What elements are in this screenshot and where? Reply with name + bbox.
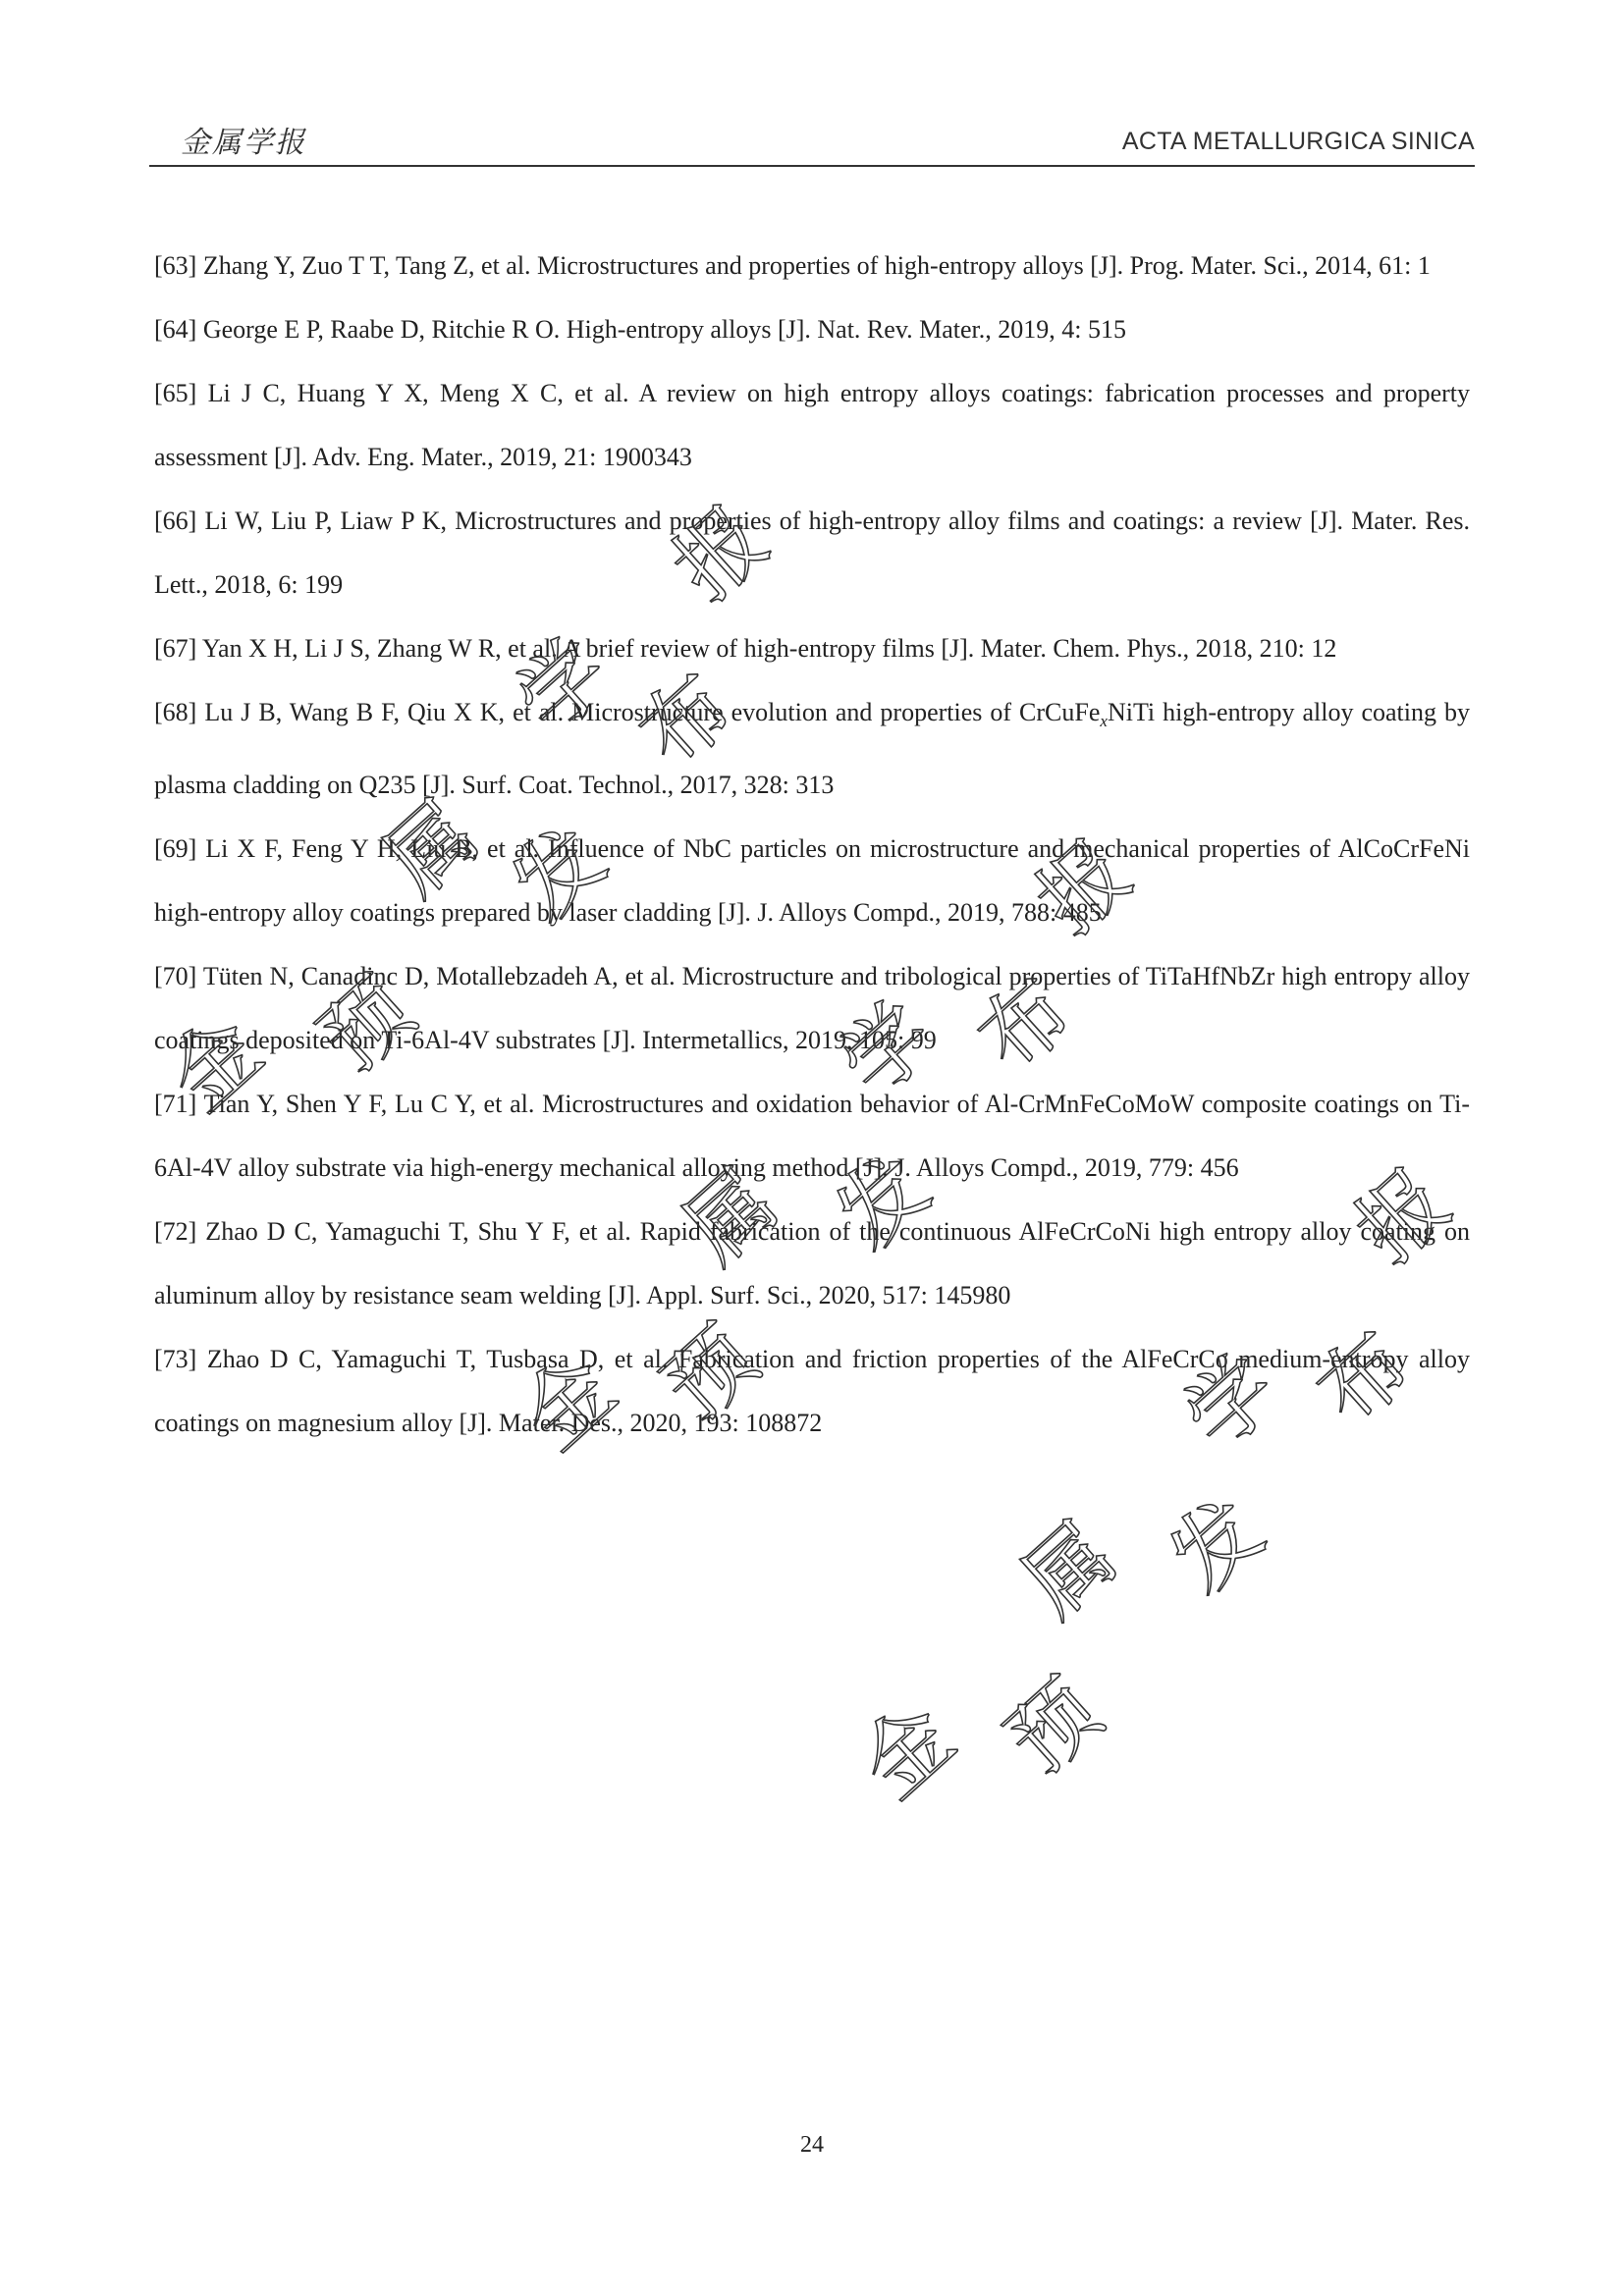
- reference-item: [63] Zhang Y, Zuo T T, Tang Z, et al. Microstructures and properties of high-entropy alloys [J]. Prog. Mater. Sci., 2014, 61: 1: [154, 251, 1431, 280]
- watermark-char: 布: [620, 653, 752, 787]
- watermark-char: 学: [821, 982, 953, 1116]
- watermark-char: 发: [1150, 1477, 1282, 1612]
- reference-item: [66] Li W, Liu P, Liaw P K, Microstructures and properties of high-entropy alloy films and coatings: a review [J]. Mater. Res. Lett., 2018, 6: 199: [154, 507, 1470, 599]
- watermark-char: 报: [654, 486, 786, 620]
- watermark-char: 金: [148, 996, 281, 1131]
- watermark-char: 发: [816, 1134, 948, 1268]
- watermark-char: 预: [300, 957, 433, 1092]
- reference-item: [71] Tian Y, Shen Y F, Lu C Y, et al. Microstructures and oxidation behavior of Al-CrMnFeCoMoW composite coatings on Ti-6Al-4V alloy substrate via high-energy mechanical alloying method [J]. J. Alloys Compd., 2019, 779: 456: [154, 1090, 1470, 1183]
- reference-item: [69] Li X F, Feng Y H, Liu B, et al. Influence of NbC particles on microstructure and mechanical properties of AlCoCrFeNi high-entropy alloy coatings prepared by laser cladding [J]. J. Alloys Compd., 2019, 788: 485: [154, 834, 1470, 928]
- reference-item: [64] George E P, Raabe D, Ritchie R O. High-entropy alloys [J]. Nat. Rev. Mater., 2019, 4: 515: [154, 315, 1126, 344]
- watermark-char: 金: [502, 1335, 634, 1469]
- reference-list: [148, 234, 1471, 1455]
- watermark-char: 学: [1164, 1335, 1297, 1469]
- watermark-char: 属: [364, 780, 497, 915]
- journal-logo: 金属学报: [181, 126, 306, 160]
- watermark-char: 报: [1017, 820, 1150, 954]
- watermark-char: 预: [644, 1306, 777, 1440]
- reference-item: [70] Tüten N, Canadinc D, Motallebzadeh A, et al. Microstructure and tribological properties of TiTaHfNbZr high entropy alloy coatings deposited on Ti-6Al-4V substrates [J]. Intermetallics, 2019, 105: 99: [154, 962, 1470, 1055]
- watermark-char: 布: [1297, 1310, 1430, 1445]
- watermark-char: 学: [497, 618, 629, 753]
- watermark-char: 金: [840, 1683, 973, 1818]
- reference-item: [68] Lu J B, Wang B F, Qiu X K, et al. Microstructure evolution and properties of CrCuFe$_x$NiTi high-entropy alloy coating by plasma cladding on Q235 [J]. Surf. Coat. Technol., 2017, 328: 313: [154, 698, 1471, 800]
- watermark-char: 布: [958, 957, 1091, 1092]
- reference-item: [72] Zhao D C, Yamaguchi T, Shu Y F, et al. Rapid fabrication of the continuous AlFeCrCoNi high entropy alloy coating on aluminum alloy by resistance seam welding [J]. Appl. Surf. Sci., 2020, 517: 145980: [154, 1217, 1470, 1310]
- page-header: [149, 106, 1475, 167]
- reference-item: [73] Zhao D C, Yamaguchi T, Tusbasa D, et al. Fabrication and friction properties of the AlFeCrCo medium-entropy alloy coatings on magnesium alloy [J]. Mater. Des., 2020, 193: 108872: [154, 1345, 1470, 1438]
- watermark-char: 属: [664, 1148, 796, 1283]
- watermark-char: 报: [1336, 1148, 1469, 1283]
- page-number: 24: [800, 2132, 824, 2158]
- journal-title: ACTA METALLURGICA SINICA: [1121, 128, 1475, 155]
- watermark-char: 发: [492, 805, 624, 939]
- reference-item: [65] Li J C, Huang Y X, Meng X C, et al. A review on high entropy alloys coatings: fabrication processes and property assessment [J]. Adv. Eng. Mater., 2019, 21: 1900343: [154, 379, 1470, 471]
- watermark-char: 属: [1002, 1502, 1135, 1636]
- reference-item: [67] Yan X H, Li J S, Zhang W R, et al. A brief review of high-entropy films [J]. Mater. Chem. Phys., 2018, 210: 12: [154, 634, 1337, 663]
- watermark-char: 预: [988, 1659, 1120, 1793]
